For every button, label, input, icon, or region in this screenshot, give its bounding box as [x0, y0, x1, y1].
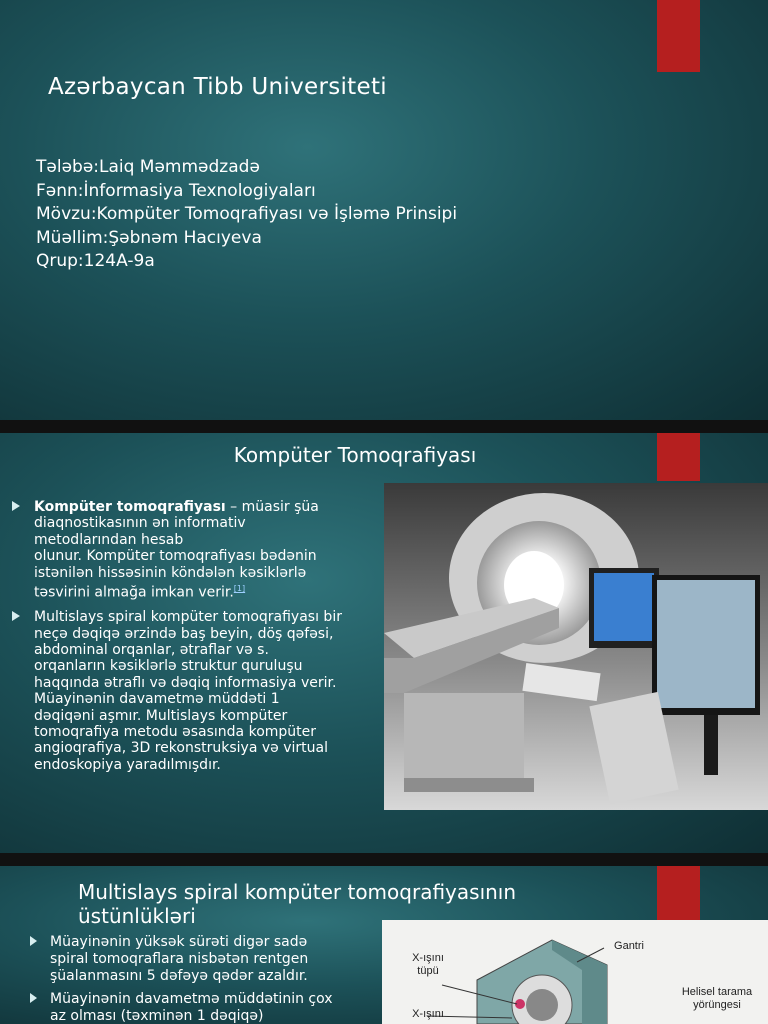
slide-divider: [0, 420, 768, 433]
group-name: Qrup:124A-9a: [36, 251, 155, 271]
slide-title: [0, 0, 768, 420]
student-info: [36, 156, 457, 274]
bullet-arrow-icon: [30, 993, 37, 1003]
teacher-name: Müəllim:Şəbnəm Hacıyeva: [36, 227, 262, 248]
term-bold: Kompüter tomoqrafiyası: [34, 499, 226, 515]
slide-heading: Multislays spiral kompüter tomoqrafiyasının üstünlükləri: [78, 880, 517, 928]
subject-name: Fənn:İnformasiya Texnologiyaları: [36, 180, 316, 201]
helical-path-label: Helisel tarama yörüngesi: [681, 986, 753, 1011]
bullet-arrow-icon: [30, 936, 37, 946]
university-title: Azərbaycan Tibb Universiteti: [48, 74, 387, 100]
xray-label: X-ışını: [412, 1008, 444, 1020]
student-name: Tələbə:Laiq Məmmədzadə: [36, 157, 260, 177]
bullet-definition: Kompüter tomoqrafiyası – müasir şüa diaqnostikasının ən informativ metodlarından hesab olunur. Kompüter tomoqrafiyası bədənin istənilən hissəsinin köndələn kəsiklərlə təsvirini almağa imkan verir.[1]: [12, 499, 357, 601]
gantry-label: Gantri: [614, 940, 644, 952]
accent-bar: [657, 866, 700, 920]
accent-bar: [657, 0, 700, 72]
helical-scan-diagram: [382, 920, 768, 1024]
slide-divider: [0, 853, 768, 866]
slide-multislice-advantages: [0, 866, 768, 1024]
bullet-arrow-icon: [12, 501, 20, 511]
slide-ct-definition: [0, 433, 768, 853]
ct-scanner-photo: [384, 483, 768, 810]
bullet-arrow-icon: [12, 611, 20, 621]
topic-name: Mövzu:Kompüter Tomoqrafiyası və İşləmə Prinsipi: [36, 204, 458, 224]
slide-heading: Kompüter Tomoqrafiyası: [233, 443, 477, 467]
bullet-list: [30, 934, 350, 1024]
bullet-list: [12, 499, 357, 781]
bullet-duration: Müayinənin davametmə müddətinin çox az olması (təxminən 1 dəqiqə): [30, 991, 350, 1024]
xray-tube-label: X-ışını tüpü: [412, 952, 444, 977]
bullet-speed: Müayinənin yüksək sürəti digər sadə spiral tomoqraflara nisbətən rentgen şüalanmasını 5 dəfəyə qədər azaldır.: [30, 934, 350, 985]
reference-link[interactable]: [1]: [233, 584, 246, 594]
bullet-multislice: Multislays spiral kompüter tomoqrafiyası bir neçə dəqiqə ərzində baş beyin, döş qəfəsi, abdominal orqanlar, ətraflar və s. orqanların kəsiklərlə struktur quruluşu haqqında ətraflı və dəqiq informasiya verir. Müayinənin davametmə müddəti 1 dəqiqəni aşmır. Multislays kompüter tomoqrafiya metodu əsasında kompüter angioqrafiya, 3D rekonstruksiya və virtual endoskopiya yaradılmışdır.: [12, 609, 357, 773]
